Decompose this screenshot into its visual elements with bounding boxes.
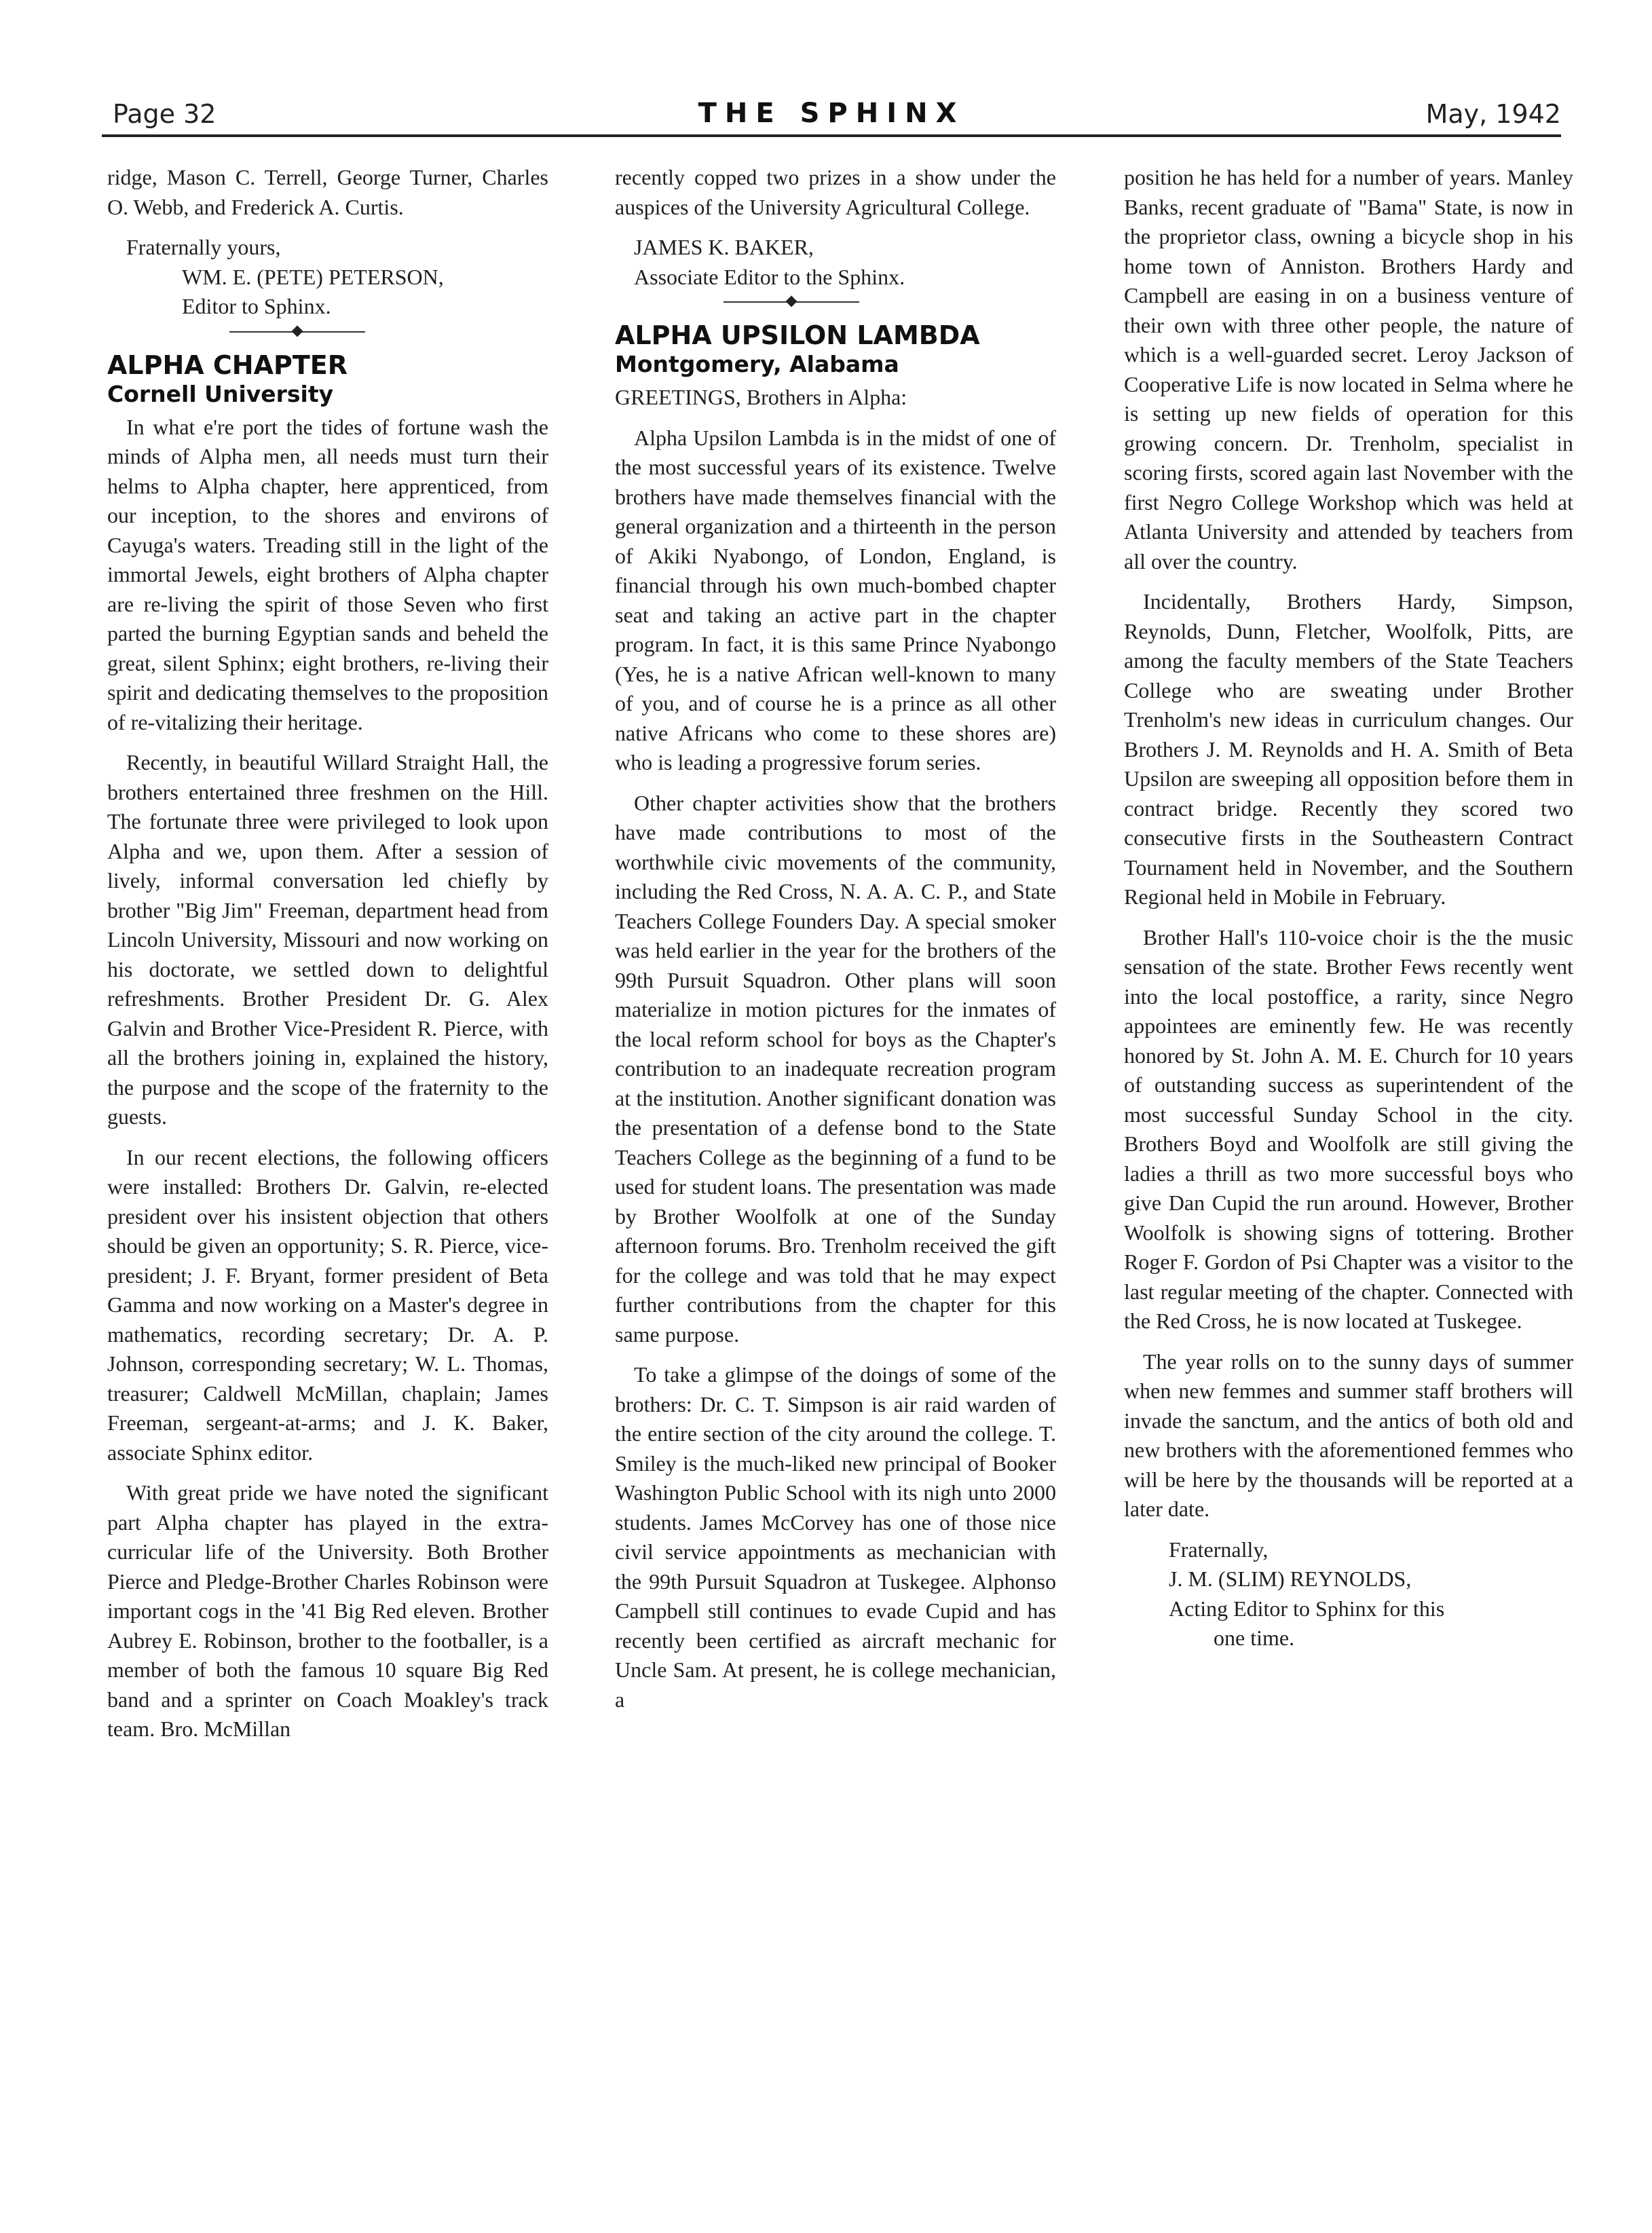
signoff-title: Associate Editor to the Sphinx. [634,264,905,289]
continued-text: ridge, Mason C. Terrell, George Turner, Charles O. Webb, and Frederick A. Curtis. [107,165,548,219]
greeting: GREETINGS, Brothers in Alpha: [615,385,907,409]
section-subheading: Montgomery, Alabama [615,351,899,377]
paragraph: With great pride we have noted the significant part Alpha chapter has played in the extra-curricular life of the University. Both Brother Pierce and Pledge-Brother Charles Robinson were important cogs in the '41 Big Red eleven. Brother Aubrey E. Robinson, brother to the footballer, is a member of both the famous 10 square Big Red band and a sprinter on Coach Moakley's track team. Bro. McMillan [107,1480,548,1741]
signoff-name: WM. E. (PETE) PETERSON, [182,264,444,289]
signoff-title-cont: one time. [1214,1626,1295,1650]
section-divider [615,292,1056,312]
column-1 [107,163,548,1755]
signoff-closing: Fraternally, [1169,1537,1269,1562]
paragraph: In our recent elections, the following officers were installed: Brothers Dr. Galvin, re-elected president over his insistent objection that others should be given an opportunity; S. R. Pierce, vice-president; J. F. Bryant, former president of Beta Gamma and now working on a Master's degree in mathematics, recording secretary; Dr. A. P. Johnson, corresponding secretary; W. L. Thomas, treasurer; Caldwell McMillan, chaplain; James Freeman, sergeant-at-arms; and J. K. Baker, associate Sphinx editor. [107,1144,548,1465]
column-2 [615,163,1056,1725]
issue-date: May, 1942 [1425,99,1561,129]
publication-title: THE SPHINX [698,98,965,129]
signoff-name: JAMES K. BAKER, [634,235,814,259]
paragraph: Recently, in beautiful Willard Straight Hall, the brothers entertained three freshmen on the Hill. The fortunate three were privileged to look upon Alpha and we, upon them. After a session of lively, informal conversation led chiefly by brother "Big Jim" Freeman, department head from Lincoln University, Missouri and now working on his doctorate, we settled down to delightful refreshments. Brother President Dr. G. Alex Galvin and Brother Vice-President R. Pierce, with all the brothers joining in, explained the history, the purpose and the scope of the fraternity to the guests. [107,750,548,1129]
paragraph: In what e're port the tides of fortune wash the minds of Alpha men, all needs must turn their helms to Alpha chapter, here apprenticed, from our inception, to the shores and environs of Cayuga's waters. Treading still in the light of the immortal Jewels, eight brothers of Alpha chapter are re-living the spirit of those Seven who first parted the burning Egyptian sands and beheld the great, silent Sphinx; eight brothers, re-living their spirit and dedicating themselves to the proposition of re-vitalizing their heritage. [107,414,548,734]
paragraph: Other chapter activities show that the brothers have made contributions to most of the worthwhile civic movements of the community, including the Red Cross, N. A. A. C. P., and State Teachers College Founders Day. A special smoker was held earlier in the year for the brothers of the 99th Pursuit Squadron. Other plans will soon materialize in motion pictures for the inmates of the local reform school for boys as the Chapter's contribution to an inadequate recreation program at the institution. Another significant donation was the presentation of a defense bond to the State Teachers College as the beginning of a fund to be used for student loans. The presentation was made by Brother Woolfolk at one of the Sunday afternoon forums. Bro. Trenholm received the gift for the college and was told that he may expect further contributions from the chapter for this same purpose. [615,790,1056,1347]
signoff-title: Acting Editor to Sphinx for this [1169,1596,1445,1621]
divider-diamond [786,296,797,307]
continued-text: recently copped two prizes in a show under the auspices of the University Agricultural College. [615,165,1056,219]
continued-text: position he has held for a number of years. Manley Banks, recent graduate of "Bama" State, is now in the proprietor class, owning a bicycle shop in his home town of Anniston. Brothers Hardy and Campbell are easing in on a business venture of their own with three other people, the nature of which is a well-guarded secret. Leroy Jackson of Cooperative Life is now located in Selma where he is setting up new fields of operation for this growing concern. Dr. Trenholm, specialist in scoring firsts, scored again last November with the first Negro College Workshop which was held at Atlanta University and attended by teachers from all over the country. [1124,165,1573,574]
paragraph: Brother Hall's 110-voice choir is the the music sensation of the state. Brother Fews recently went into the local postoffice, a rarity, since Negro appointees are eminently few. He was recently honored by St. John A. M. E. Church for 10 years of outstanding success as superintendent of the most successful Sunday School in the city. Brothers Boyd and Woolfolk are still giving the ladies a thrill as two more successful boys who give Dan Cupid the run around. However, Brother Woolfolk is showing signs of tottering. Brother Roger F. Gordon of Psi Chapter was a visitor to the last regular meeting of the chapter. Connected with the Red Cross, he is now located at Tuskegee. [1124,924,1573,1333]
page-number: Page 32 [113,99,217,129]
signoff-name: J. M. (SLIM) REYNOLDS, [1169,1566,1412,1591]
section-heading: ALPHA UPSILON LAMBDA [615,320,980,350]
signoff-title: Editor to Sphinx. [182,294,331,318]
paragraph: Alpha Upsilon Lambda is in the midst of one of the most successful years of its existence. Twelve brothers have made themselves financial with the general organization and a thirteenth in the person of Akiki Nyabongo, of London, England, is financial through his own much-bombed chapter seat and taking an active part in the chapter program. In fact, it is this same Prince Nyabongo (Yes, he is a native African well-known to many of you, and of course he is a prince as all other native Africans who come to these shores are) who is leading a progressive forum series. [615,425,1056,774]
paragraph: The year rolls on to the sunny days of summer when new femmes and summer staff brothers will invade the sanctum, and the antics of both old and new brothers with the aforementioned femmes who will be here by the thousands will be reported at a later date. [1124,1349,1573,1521]
section-subheading: Cornell University [107,380,334,407]
column-3 [1124,163,1573,1653]
divider-diamond [292,325,303,337]
signoff-closing: Fraternally yours, [126,235,281,259]
section-heading: ALPHA CHAPTER [107,350,348,380]
section-divider [107,322,548,342]
paragraph: To take a glimpse of the doings of some of the brothers: Dr. C. T. Simpson is air raid warden of the entire section of the city around the college. T. Smiley is the much-liked new principal of Booker Washington Public School with its nigh unto 2000 students. James McCorvey has one of those nice civil service appointments as mechanician with the 99th Pursuit Squadron at Tuskegee. Alphonso Campbell still continues to evade Cupid and has recently been certified as aircraft mechanic for Uncle Sam. At present, he is college mechanician, a [615,1362,1056,1712]
header-rule [102,134,1561,137]
paragraph: Incidentally, Brothers Hardy, Simpson, Reynolds, Dunn, Fletcher, Woolfolk, Pitts, are among the faculty members of the State Teachers College who are sweating under Brother Trenholm's new ideas in curriculum changes. Our Brothers J. M. Reynolds and H. A. Smith of Beta Upsilon are sweeping all opposition before them in contract bridge. Recently they scored two consecutive firsts in the Southeastern Contract Tournament held in November, and the Southern Regional held in Mobile in February. [1124,589,1573,909]
